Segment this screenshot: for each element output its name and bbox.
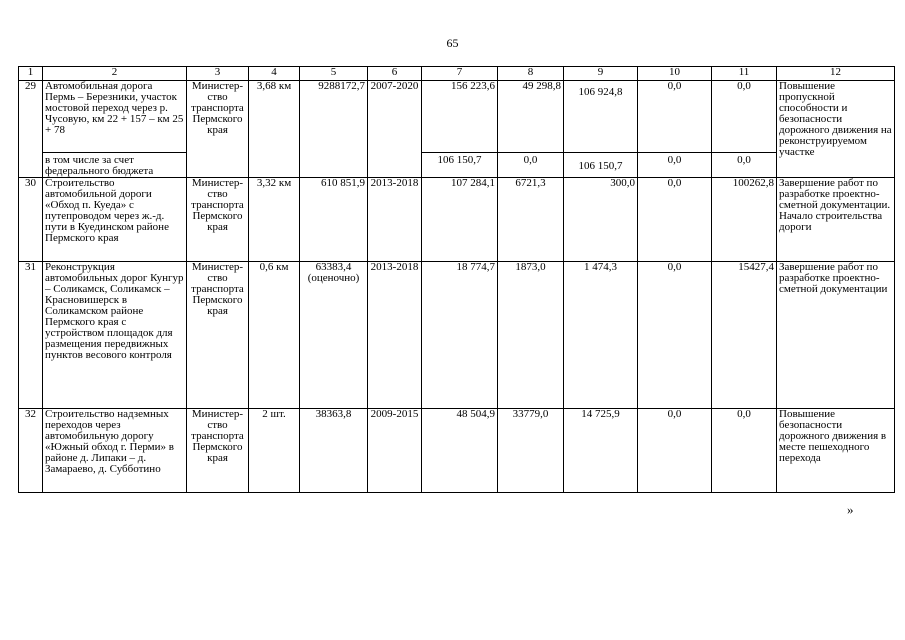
page-number: 65: [446, 36, 459, 50]
capacity: 0,6 км: [249, 262, 300, 409]
customer: Министер-ство транспорта Пермского края: [187, 178, 249, 262]
column-header: 7: [422, 67, 498, 81]
local-amount: 0,0: [638, 262, 712, 409]
regional-amount: 1 474,3: [564, 262, 638, 409]
expected-result: Повышение безопасности дорожного движения в месте пешеходного перехода: [777, 409, 895, 493]
estimated-cost: 63383,4: [315, 261, 352, 273]
column-header: 1: [19, 67, 43, 81]
local-amount-sub: 0,0: [638, 153, 712, 178]
column-header: 11: [712, 67, 777, 81]
customer: Министер-ство транспорта Пермского края: [187, 262, 249, 409]
column-header: 4: [249, 67, 300, 81]
regional-amount: 300,0: [564, 178, 638, 262]
table-subrow: [19, 153, 895, 178]
capacity: 2 шт.: [249, 409, 300, 493]
column-header: 3: [187, 67, 249, 81]
object-name-sub: в том числе за счет федерального бюджета: [43, 153, 187, 178]
customer: Министер-ство транспорта Пермского края: [187, 409, 249, 493]
estimated-cost-note: (оценочно): [307, 272, 360, 284]
program-table: [18, 66, 895, 493]
object-name: Строительство автомобильной дороги «Обход п. Куеда» с путепроводом через ж.-д. пути в Куединском районе Пермского края: [43, 178, 187, 262]
other-amount: 15427,4: [712, 262, 777, 409]
total-amount-sub: 106 150,7: [422, 153, 498, 178]
column-header: 9: [564, 67, 638, 81]
column-header: 10: [638, 67, 712, 81]
total-amount: 107 284,1: [422, 178, 498, 262]
local-amount: 0,0: [638, 409, 712, 493]
federal-amount: 49 298,8: [498, 81, 564, 153]
row-number: 32: [19, 409, 43, 493]
period: 2013-2018: [368, 262, 422, 409]
regional-amount: 106 924,8: [564, 81, 638, 153]
object-name: Автомобильная дорога Пермь – Березники, участок мостовой переход через р. Чусовую, км 22 + 157 – км 25 + 78: [43, 81, 187, 153]
other-amount-sub: 0,0: [712, 153, 777, 178]
customer: Министер-ство транспорта Пермского края: [187, 81, 249, 178]
column-header: 2: [43, 67, 187, 81]
row-number: 30: [19, 178, 43, 262]
table-container: [18, 66, 892, 502]
period: 2013-2018: [368, 178, 422, 262]
object-name: Реконструкция автомобильных дорог Кунгур – Соликамск, Соликамск – Красновишерск в Соликамском районе Пермского края с устройством площадок для размещения передвижных пунктов весового контроля: [43, 262, 187, 409]
row-number: 29: [19, 81, 43, 178]
table-row: [19, 409, 895, 493]
table-row: [19, 81, 895, 153]
other-amount: 100262,8: [712, 178, 777, 262]
period: 2007-2020: [368, 81, 422, 178]
expected-result: Завершение работ по разработке проектно-сметной документации: [777, 262, 895, 409]
row-number: 31: [19, 262, 43, 409]
period: 2009-2015: [368, 409, 422, 493]
object-name: Строительство надземных переходов через автомобильную дорогу «Южный обход г. Перми» в районе д. Липаки – д. Замарaево, д. Субботино: [43, 409, 187, 493]
header-row: [19, 67, 895, 81]
regional-amount: 14 725,9: [564, 409, 638, 493]
closing-quote: »: [847, 502, 854, 517]
estimated-cost: 9288172,7: [300, 81, 368, 178]
column-header: 5: [300, 67, 368, 81]
total-amount: 48 504,9: [422, 409, 498, 493]
federal-amount-sub: 0,0: [498, 153, 564, 178]
expected-result: Повышение пропускной способности и безопасности дорожного движения на реконструируемом участке: [777, 81, 895, 178]
column-header: 8: [498, 67, 564, 81]
estimated-cost: 610 851,9: [300, 178, 368, 262]
federal-amount: 6721,3: [498, 178, 564, 262]
estimated-cost-cell: [300, 262, 368, 409]
capacity: 3,32 км: [249, 178, 300, 262]
federal-amount: 33779,0: [498, 409, 564, 493]
expected-result: Завершение работ по разработке проектно-сметной документации. Начало строительства дороги: [777, 178, 895, 262]
capacity: 3,68 км: [249, 81, 300, 178]
estimated-cost: 38363,8: [300, 409, 368, 493]
other-amount: 0,0: [712, 409, 777, 493]
regional-amount-sub: 106 150,7: [564, 153, 638, 178]
total-amount: 18 774,7: [422, 262, 498, 409]
table-row: [19, 178, 895, 262]
federal-amount: 1873,0: [498, 262, 564, 409]
local-amount: 0,0: [638, 81, 712, 153]
total-amount: 156 223,6: [422, 81, 498, 153]
column-header: 12: [777, 67, 895, 81]
other-amount: 0,0: [712, 81, 777, 153]
column-header: 6: [368, 67, 422, 81]
table-row: [19, 262, 895, 409]
local-amount: 0,0: [638, 178, 712, 262]
